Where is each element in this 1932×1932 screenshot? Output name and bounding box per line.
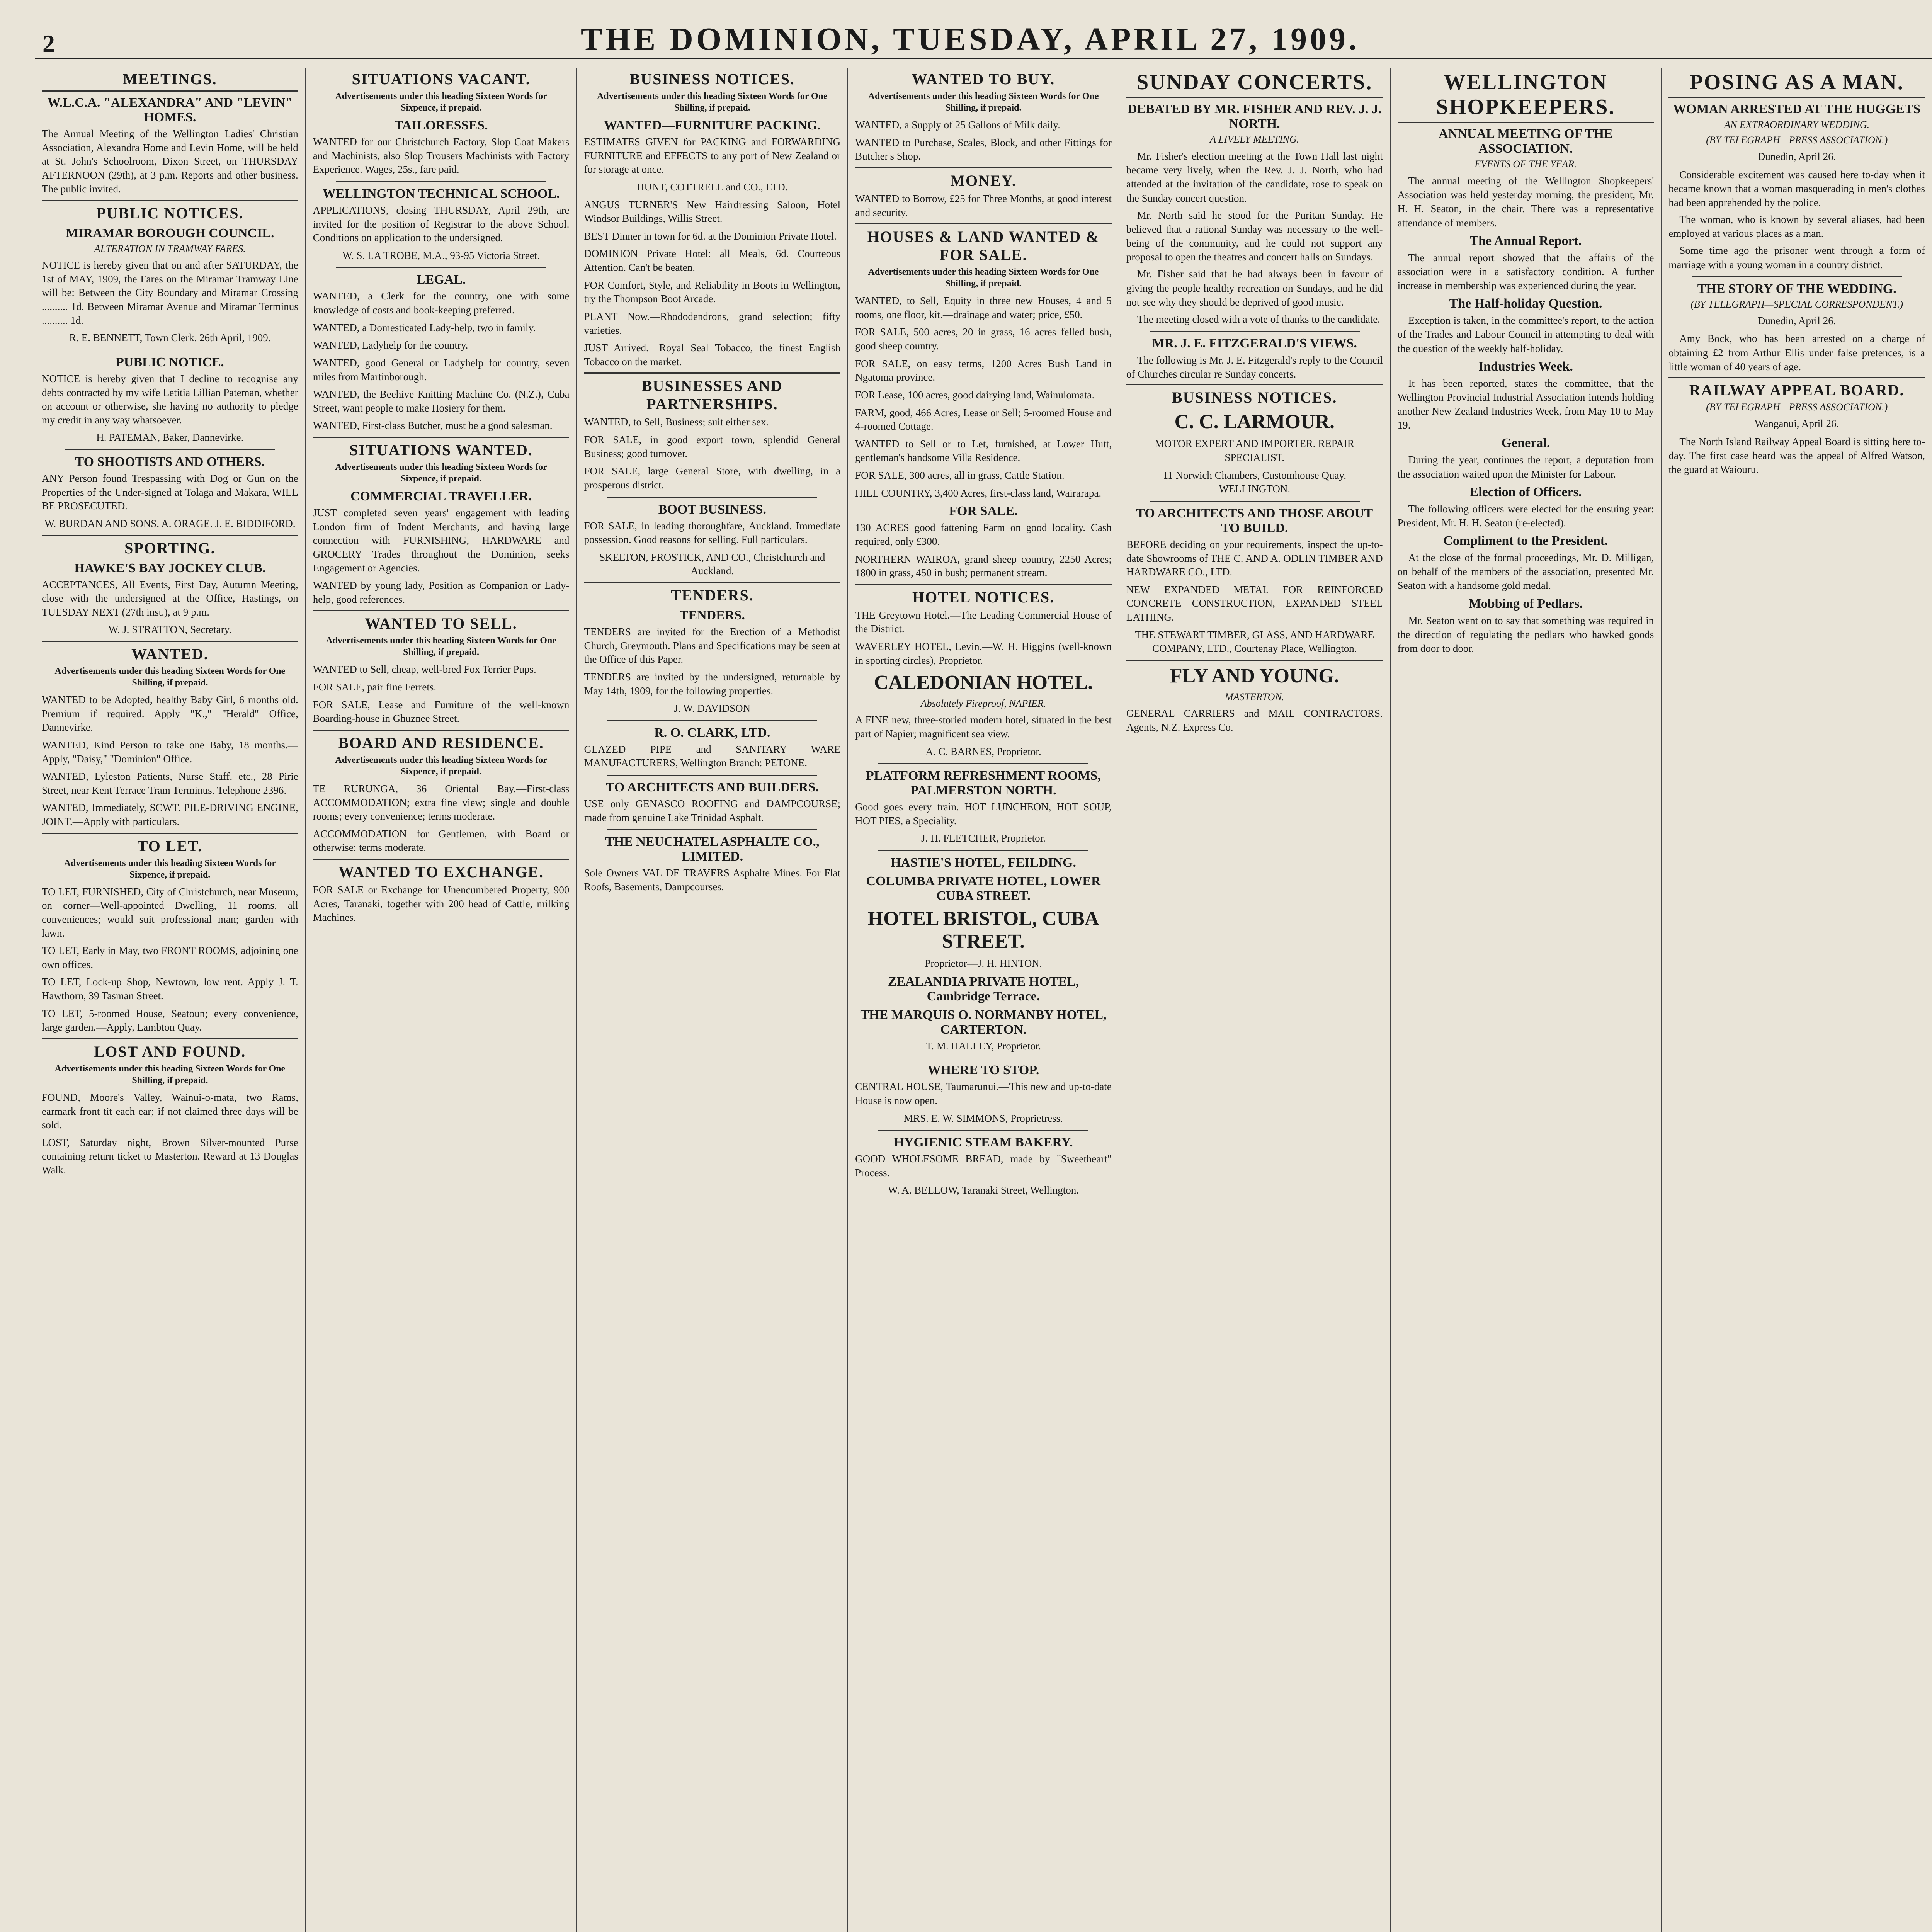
ad-biz-1-sign: HUNT, COTTRELL and CO., LTD. xyxy=(637,181,788,193)
section-tenders: TENDERS. xyxy=(670,587,754,604)
club-title: HAWKE'S BAY JOCKEY CLUB. xyxy=(74,561,266,575)
ad-buy-2: WANTED to Purchase, Scales, Block, and other Fittings for Butcher's Shop. xyxy=(855,136,1112,162)
stop-title: WHERE TO STOP. xyxy=(927,1063,1039,1078)
boot-title: BOOT BUSINESS. xyxy=(658,502,766,517)
wanted-note: Advertisements under this heading Sixteen Words for One Shilling, if prepaid. xyxy=(54,666,286,688)
ad-to-let-2: TO LET, Early in May, two FRONT ROOMS, adjoining one own offices. xyxy=(42,945,298,970)
board-note: Advertisements under this heading Sixteen Words for Sixpence, if prepaid. xyxy=(335,755,547,777)
buy-note: Advertisements under this heading Sixteen Words for One Shilling, if prepaid. xyxy=(868,91,1099,113)
ad-biz-4: DOMINION Private Hotel: all Meals, 6d. Courteous Attention. Can't be beaten. xyxy=(584,248,841,273)
railway-dateline: Wanganui, April 26. xyxy=(1755,417,1839,429)
ad-wanted-4: WANTED, Immediately, SCWT. PILE-DRIVING ENGINE, JOINT.—Apply with particulars. xyxy=(42,802,298,827)
stop-sign: MRS. E. W. SIMMONS, Proprietress. xyxy=(904,1112,1063,1124)
article-sub-posing: WOMAN ARRESTED AT THE HUGGETS xyxy=(1673,102,1921,116)
ad-vacant-3: WANTED, a Domesticated Lady-help, two in family. xyxy=(313,321,536,333)
ad-house-9: NORTHERN WAIROA, grand sheep country, 2250 Acres; 1800 in grass, 450 in bush; permanent stream. xyxy=(855,553,1112,579)
ad-vacant-1: WANTED for our Christchurch Factory, Slop Coat Makers and Machinists, also Slop Trousers Machinists with Factory Experience. Wages, 25s., fare paid. xyxy=(313,136,570,175)
ad-buy-1: WANTED, a Supply of 25 Gallons of Milk daily. xyxy=(855,119,1060,131)
ad-board-1: TE RURUNGA, 36 Oriental Bay.—First-class ACCOMMODATION; extra fine view; single and double rooms; every convenience; terms moderate. xyxy=(313,782,570,822)
caledonian-sign: A. C. BARNES, Proprietor. xyxy=(925,745,1041,757)
bakery-body: GOOD WHOLESOME BREAD, made by "Sweetheart" Process. xyxy=(855,1153,1112,1179)
railway-title: RAILWAY APPEAL BOARD. xyxy=(1689,381,1905,399)
article-lively: A LIVELY MEETING. xyxy=(1210,134,1299,145)
section-business-notices: BUSINESS NOTICES. xyxy=(629,70,795,88)
ad-partner-2: FOR SALE, in good export town, splendid General Business; good turnover. xyxy=(584,434,841,459)
fly-title: FLY AND YOUNG. xyxy=(1170,665,1339,687)
tram-title: ALTERATION IN TRAMWAY FARES. xyxy=(94,243,246,255)
columba-title: COLUMBA PRIVATE HOTEL, LOWER CUBA STREET. xyxy=(866,874,1101,903)
ad-sell-3: FOR SALE, Lease and Furniture of the well-known Boarding-house in Ghuznee Street. xyxy=(313,699,570,724)
masthead xyxy=(35,15,1932,60)
subhead-general: General. xyxy=(1501,436,1550,451)
ad-hotel-1: THE Greytown Hotel.—The Leading Commercial House of the District. xyxy=(855,609,1112,635)
council-title: MIRAMAR BOROUGH COUNCIL. xyxy=(66,226,274,241)
column-2 xyxy=(306,68,577,1932)
subhead-report: The Annual Report. xyxy=(1469,233,1582,248)
section-wanted-to-sell: WANTED TO SELL. xyxy=(365,615,517,633)
ad-sitw-2: WANTED by young lady, Position as Companion or Lady-help, good references. xyxy=(313,580,570,605)
article-title-posing: POSING AS A MAN. xyxy=(1689,70,1904,94)
subhead-industries: Industries Week. xyxy=(1478,359,1573,374)
caledonian-title: CALEDONIAN HOTEL. xyxy=(874,672,1093,694)
section-money: MONEY. xyxy=(950,172,1017,189)
section-wanted-to-exchange: WANTED TO EXCHANGE. xyxy=(338,863,544,881)
column-5 xyxy=(1119,68,1391,1932)
section-business-notices-2: BUSINESS NOTICES. xyxy=(1172,389,1337,406)
ad-house-1: WANTED, to Sell, Equity in three new Houses, 4 and 5 rooms, one floor, kit.—drainage and water; price, £50. xyxy=(855,295,1112,320)
ad-sell-2: FOR SALE, pair fine Ferrets. xyxy=(313,681,437,693)
public-notice-sign: H. PATEMAN, Baker, Dannevirke. xyxy=(96,432,244,444)
for-sale-title: FOR SALE. xyxy=(949,504,1018,519)
article-paragraph: Mr. Seaton went on to say that something was required in the direction of regulating the pedlars who hawked goods from door to door. xyxy=(1397,614,1654,654)
bristol-sign: Proprietor—J. H. HINTON. xyxy=(925,957,1042,969)
section-meetings: MEETINGS. xyxy=(123,70,217,88)
ad-lost-2: LOST, Saturday night, Brown Silver-mounted Purse containing return ticket to Masterton. Reward at 13 Douglas Walk. xyxy=(42,1136,298,1176)
public-notice-body: NOTICE is hereby given that I decline to recognise any debts contracted by my wife Letitia Lillian Pateman, whether on account or otherwise, she having no authority to pledge my credit in any way whatsoever. xyxy=(42,372,298,426)
article-events: EVENTS OF THE YEAR. xyxy=(1475,158,1577,170)
subhead-officers: Election of Officers. xyxy=(1469,485,1582,499)
article-sub2-posing: AN EXTRAORDINARY WEDDING. xyxy=(1724,119,1870,130)
subhead-compliment: Compliment to the President. xyxy=(1443,534,1608,548)
column-7 xyxy=(1662,68,1932,1932)
ad-to-let-4: TO LET, 5-roomed House, Seatoun; every convenience, large garden.—Apply, Lambton Quay. xyxy=(42,1007,298,1033)
vacant-note: Advertisements under this heading Sixteen Words for Sixpence, if prepaid. xyxy=(335,91,547,113)
clark-title: R. O. CLARK, LTD. xyxy=(654,725,770,740)
school-body: APPLICATIONS, closing THURSDAY, April 29th, are invited for the position of Registrar to the above School. Conditions on application to the undersigned. xyxy=(313,204,570,244)
for-sale-body: 130 ACRES good fattening Farm on good locality. Cash required, only £300. xyxy=(855,522,1112,547)
ad-exchange-1: FOR SALE or Exchange for Unencumbered Property, 900 Acres, Taranaki, together with 200 head of Cattle, milking Machines. xyxy=(313,884,570,923)
larmour-address: 11 Norwich Chambers, Customhouse Quay, WELLINGTON. xyxy=(1163,469,1346,495)
columns xyxy=(35,68,1932,1932)
zealandia-title: ZEALANDIA PRIVATE HOTEL, Cambridge Terrace. xyxy=(888,974,1079,1003)
section-sporting: SPORTING. xyxy=(124,539,216,557)
article-paragraph: Exception is taken, in the committee's report, to the action of the Trades and Labour Council in attempting to deal with the question of the weekly half-holiday. xyxy=(1397,315,1654,354)
bakery-title: HYGIENIC STEAM BAKERY. xyxy=(894,1135,1073,1150)
school-sign: W. S. LA TROBE, M.A., 93-95 Victoria Street. xyxy=(342,249,540,261)
story-dateline: Dunedin, April 26. xyxy=(1757,315,1836,327)
column-3 xyxy=(577,68,848,1932)
column-6 xyxy=(1391,68,1662,1932)
ad-to-let-3: TO LET, Lock-up Shop, Newtown, low rent. Apply J. T. Hawthorn, 39 Tasman Street. xyxy=(42,976,298,1002)
marquis-sign: T. M. HALLEY, Proprietor. xyxy=(925,1040,1041,1052)
ad-tender-1: TENDERS are invited for the Erection of a Methodist Church, Greymouth. Plans and Specifications may be seen at the Office of this Paper. xyxy=(584,626,841,665)
section-hotel-notices: HOTEL NOTICES. xyxy=(912,588,1055,606)
to-let-note: Advertisements under this heading Sixteen Words for Sixpence, if prepaid. xyxy=(64,858,276,880)
article-paragraph: The North Island Railway Appeal Board is sitting here to-day. The first case heard was the appeal of Alfred Watson, the guard at Waiouru. xyxy=(1668,435,1925,475)
story-title: THE STORY OF THE WEDDING. xyxy=(1697,281,1896,296)
article-paragraph: Considerable excitement was caused here to-day when it became known that a woman masquerading in men's clothes had been apprehended by the police. xyxy=(1668,168,1925,208)
ad-hotel-2: WAVERLEY HOTEL, Levin.—W. H. Higgins (well-known in sporting circles), Proprietor. xyxy=(855,641,1112,666)
architects-body: USE only GENASCO ROOFING and DAMPCOURSE; made from genuine Lake Trinidad Asphalt. xyxy=(584,798,841,823)
traveller-title: COMMERCIAL TRAVELLER. xyxy=(350,489,532,503)
tenders-heading: TENDERS. xyxy=(679,608,745,622)
railway-press: (BY TELEGRAPH—PRESS ASSOCIATION.) xyxy=(1706,401,1888,413)
stop-body: CENTRAL HOUSE, Taumarunui.—This new and up-to-date House is now open. xyxy=(855,1081,1112,1106)
ad-money-1: WANTED to Borrow, £25 for Three Months, at good interest and security. xyxy=(855,192,1112,218)
article-dateline: Dunedin, April 26. xyxy=(1757,151,1836,162)
public-notice-title: PUBLIC NOTICE. xyxy=(116,355,224,369)
tailoresses-title: TAILORESSES. xyxy=(394,118,488,133)
column-4 xyxy=(848,68,1119,1932)
article-paragraph: The annual report showed that the affairs of the association were in a satisfactory condition. A further increase in membership was experienced during the year. xyxy=(1397,252,1654,292)
larmour-title: C. C. LARMOUR. xyxy=(1174,411,1335,433)
shootists-title: TO SHOOTISTS AND OTHERS. xyxy=(75,455,265,469)
sell-note: Advertisements under this heading Sixteen Words for One Shilling, if prepaid. xyxy=(326,636,556,658)
article-title-concerts: SUNDAY CONCERTS. xyxy=(1136,70,1373,94)
article-paragraph: Mr. Fisher's election meeting at the Town Hall last night became very lively, when the Rev. J. J. North, who had attended at the invitation of the candidate, rose to speak on the Sunday concert question. xyxy=(1126,150,1383,204)
page-number: 2 xyxy=(43,30,55,57)
section-board-residence: BOARD AND RESIDENCE. xyxy=(338,734,544,752)
column-1 xyxy=(35,68,306,1932)
ad-lost-1: FOUND, Moore's Valley, Wainui-o-mata, two Rams, earmark front tit each ear; if not claimed three days will be sold. xyxy=(42,1091,298,1131)
architects-title: TO ARCHITECTS AND BUILDERS. xyxy=(605,780,819,794)
article-paragraph: The annual meeting of the Wellington Shopkeepers' Association was held yesterday morning, the president, Mr. H. H. Seaton, in the chair. There was a representative attendance of members. xyxy=(1397,175,1654,229)
masthead-title: THE DOMINION, TUESDAY, APRIL 27, 1909. xyxy=(580,21,1360,57)
houses-note: Advertisements under this heading Sixteen Words for One Shilling, if prepaid. xyxy=(868,267,1099,289)
asphalte-title: THE NEUCHATEL ASPHALTE CO., LIMITED. xyxy=(605,835,820,864)
ad-biz-6: PLANT Now.—Rhododendrons, grand selection; fifty varieties. xyxy=(584,310,841,336)
club-sign: W. J. STRATTON, Secretary. xyxy=(108,624,232,636)
asphalte-body: Sole Owners VAL DE TRAVERS Asphalte Mines. For Flat Roofs, Basements, Dampcourses. xyxy=(584,867,841,893)
ad-vacant-2: WANTED, a Clerk for the country, one with some knowledge of costs and book-keeping preferred. xyxy=(313,290,570,316)
article-paragraph: Amy Bock, who has been arrested on a charge of obtaining £2 from Arthur Ellis under false pretences, is a little woman of 40 years of age. xyxy=(1668,333,1925,372)
metal-body: NEW EXPANDED METAL FOR REINFORCED CONCRETE CONSTRUCTION, EXPANDED STEEL LATHING. xyxy=(1126,583,1383,623)
ad-vacant-5: WANTED, good General or Ladyhelp for country, seven miles from Martinborough. xyxy=(313,357,570,383)
marquis-title: THE MARQUIS O. NORMANBY HOTEL, CARTERTON. xyxy=(860,1007,1107,1037)
ad-house-7: FOR SALE, 300 acres, all in grass, Cattle Station. xyxy=(855,469,1065,481)
ad-house-4: FOR Lease, 100 acres, good dairying land, Wainuiomata. xyxy=(855,389,1095,401)
ad-tender-2: TENDERS are invited by the undersigned, returnable by May 14th, 1909, for the following properties. xyxy=(584,671,841,697)
build-body: BEFORE deciding on your requirements, inspect the up-to-date Showrooms of THE C. AND A. ODLIN TIMBER AND HARDWARE CO., LTD. xyxy=(1126,538,1383,578)
tram-body: NOTICE is hereby given that on and after SATURDAY, the 1st of MAY, 1909, the Fares on the Miramar Tramway Line will be: Between the City Boundary and Miramar Crossing .......... 1d. Between Miramar Avenue and Miramar Terminus .......... 1d. xyxy=(42,259,298,326)
ad-board-2: ACCOMMODATION for Gentlemen, with Board or otherwise; terms moderate. xyxy=(313,828,570,854)
legal-title: LEGAL. xyxy=(416,272,466,287)
ad-house-2: FOR SALE, 500 acres, 20 in grass, 16 acres felled bush, good sheep country. xyxy=(855,326,1112,352)
fly-sub: MASTERTON. xyxy=(1225,691,1284,702)
ad-biz-3: BEST Dinner in town for 6d. at the Dominion Private Hotel. xyxy=(584,230,837,242)
platform-sign: J. H. FLETCHER, Proprietor. xyxy=(921,832,1046,844)
article-paragraph: At the close of the formal proceedings, Mr. D. Milligan, on behalf of the members of the association, presented Mr. Seaton with a handsome gold medal. xyxy=(1397,552,1654,592)
ad-wanted-2: WANTED, Kind Person to take one Baby, 18 months.—Apply, "Daisy," "Dominion" Office. xyxy=(42,739,298,765)
section-to-let: TO LET. xyxy=(137,837,202,855)
ad-sell-1: WANTED to Sell, cheap, well-bred Fox Terrier Pups. xyxy=(313,663,536,675)
article-paragraph: The woman, who is known by several aliases, had been employed at various places as a man. xyxy=(1668,214,1925,240)
fitzgerald-body: The following is Mr. J. E. Fitzgerald's reply to the Council of Churches circular re Sunday concerts. xyxy=(1126,354,1383,380)
meeting-title: W.L.C.A. "ALEXANDRA" AND "LEVIN" HOMES. xyxy=(47,95,293,124)
subhead-half-holiday: The Half-holiday Question. xyxy=(1449,296,1602,311)
lost-note: Advertisements under this heading Sixteen Words for One Shilling, if prepaid. xyxy=(54,1063,286,1085)
article-sub-shopkeepers: ANNUAL MEETING OF THE ASSOCIATION. xyxy=(1439,127,1613,156)
boot-sign: SKELTON, FROSTICK, AND CO., Christchurch and Auckland. xyxy=(599,551,825,577)
ad-sitw-1: JUST completed seven years' engagement with leading London firm of Indent Merchants, and having large connection with FURNISHING, HARDWARE and GROCERY Trades throughout the Dominion, seeks Engagement or Agencies. xyxy=(313,507,570,574)
article-paragraph: The following officers were elected for the ensuing year: President, Mr. H. H. Seaton (re-elected). xyxy=(1397,503,1654,529)
subhead-mobbing: Mobbing of Pedlars. xyxy=(1468,596,1583,611)
article-sub-concerts: DEBATED BY MR. FISHER AND REV. J. J. NORTH. xyxy=(1127,102,1382,131)
ad-wanted-1: WANTED to be Adopted, healthy Baby Girl, 6 months old. Premium if required. Apply "K.," "Herald" Office, Dannevirke. xyxy=(42,694,298,733)
caledonian-body: A FINE new, three-storied modern hotel, situated in the best part of Napier; magnificent sea view. xyxy=(855,714,1112,740)
ad-vacant-4: WANTED, Ladyhelp for the country. xyxy=(313,339,468,351)
ad-house-3: FOR SALE, on easy terms, 1200 Acres Bush Land in Ngatoma province. xyxy=(855,357,1112,383)
article-paragraph: It has been reported, states the committee, that the Wellington Provincial Industrial Association intends holding another New Zealand Industries Week, from May 10 to May 19. xyxy=(1397,377,1654,431)
caledonian-sub: Absolutely Fireproof, NAPIER. xyxy=(920,698,1046,709)
section-situations-vacant: SITUATIONS VACANT. xyxy=(352,70,531,88)
hastie-title: HASTIE'S HOTEL, FEILDING. xyxy=(891,855,1076,870)
tram-sign: R. E. BENNETT, Town Clerk. 26th April, 1909. xyxy=(69,332,271,344)
build-title: TO ARCHITECTS AND THOSE ABOUT TO BUILD. xyxy=(1136,506,1373,535)
school-title: WELLINGTON TECHNICAL SCHOOL. xyxy=(322,186,560,201)
stewart-body: THE STEWART TIMBER, GLASS, AND HARDWARE COMPANY, LTD., Courtenay Place, Wellington. xyxy=(1135,629,1374,655)
sitw-note: Advertisements under this heading Sixteen Words for Sixpence, if prepaid. xyxy=(335,462,547,484)
ad-vacant-6: WANTED, the Beehive Knitting Machine Co. (N.Z.), Cuba Street, want people to make Hosiery for them. xyxy=(313,388,570,414)
shootists-sign: W. BURDAN AND SONS. A. ORAGE. J. E. BIDDIFORD. xyxy=(44,517,296,529)
ad-wanted-3: WANTED, Lyleston Patients, Nurse Staff, etc., 28 Pirie Street, near Kent Terrace Tram Terminus. Telephone 2396. xyxy=(42,770,298,796)
ad-partner-1: WANTED, to Sell, Business; suit either sex. xyxy=(584,416,769,428)
section-partnerships: BUSINESSES AND PARTNERSHIPS. xyxy=(641,377,783,413)
article-paragraph: Mr. Fisher said that he had always been in favour of giving the people healthy recreation on Sundays, and he did not see why they should be deprived of good music. xyxy=(1126,268,1383,308)
ad-tender-2-sign: J. W. DAVIDSON xyxy=(674,702,751,714)
section-situations-wanted: SITUATIONS WANTED. xyxy=(349,441,533,459)
ad-vacant-7: WANTED, First-class Butcher, must be a good salesman. xyxy=(313,420,553,432)
shootists-body: ANY Person found Trespassing with Dog or Gun on the Properties of the Under-signed at Tolaga and Makara, WILL BE PROSECUTED. xyxy=(42,473,298,512)
ad-to-let-1: TO LET, FURNISHED, City of Christchurch, near Museum, on corner—Well-appointed Dwelling, 11 rooms, all conveniences; would suit professional man; garden with lawn. xyxy=(42,886,298,939)
meeting-body: The Annual Meeting of the Wellington Ladies' Christian Association, Alexandra Home and Levin Home, will be held at St. John's Schoolroom, Dixon Street, on THURSDAY AFTERNOON (29th), at 3 p.m. Reports and other business. The public invited. xyxy=(42,128,298,195)
club-body: ACCEPTANCES, All Events, First Day, Autumn Meeting, close with the undersigned at the Office, Hastings, on TUESDAY NEXT (27th inst.), at 9 p.m. xyxy=(42,578,298,618)
article-paragraph: Mr. North said he stood for the Puritan Sunday. He believed that a rational Sunday was necessary to the well-being of the community, and he could not support any proposal to open the theatres and concert halls on Sundays. xyxy=(1126,209,1383,263)
ad-house-5: FARM, good, 466 Acres, Lease or Sell; 5-roomed House and 4-roomed Cottage. xyxy=(855,406,1112,432)
biz-note: Advertisements under this heading Sixteen Words for One Shilling, if prepaid. xyxy=(597,91,828,113)
ad-house-8: HILL COUNTRY, 3,400 Acres, first-class land, Wairarapa. xyxy=(855,487,1102,499)
bakery-sign: W. A. BELLOW, Taranaki Street, Wellington. xyxy=(888,1184,1079,1196)
ad-partner-3: FOR SALE, large General Store, with dwelling, in a prosperous district. xyxy=(584,465,841,491)
bristol-title: HOTEL BRISTOL, CUBA STREET. xyxy=(867,908,1099,952)
ad-biz-1: ESTIMATES GIVEN for PACKING and FORWARDING FURNITURE and EFFECTS to any port of New Zealand or for storage at once. xyxy=(584,136,841,175)
section-houses-land: HOUSES & LAND WANTED & FOR SALE. xyxy=(867,228,1100,264)
section-wanted-to-buy: WANTED TO BUY. xyxy=(912,70,1055,88)
clark-body: GLAZED PIPE and SANITARY WARE MANUFACTURERS, Wellington Branch: PETONE. xyxy=(584,743,841,769)
article-paragraph: The meeting closed with a vote of thanks to the candidate. xyxy=(1137,313,1380,325)
article-title-shopkeepers: WELLINGTON SHOPKEEPERS. xyxy=(1436,70,1616,119)
ad-biz-2: ANGUS TURNER'S New Hairdressing Saloon, Hotel Windsor Buildings, Willis Street. xyxy=(584,199,841,224)
boot-body: FOR SALE, in leading thoroughfare, Auckland. Immediate possession. Good reasons for selling. Full particulars. xyxy=(584,520,841,546)
section-public-notices: PUBLIC NOTICES. xyxy=(96,204,244,222)
larmour-body: MOTOR EXPERT AND IMPORTER. REPAIR SPECIALIST. xyxy=(1155,438,1354,464)
fly-body: GENERAL CARRIERS and MAIL CONTRACTORS. Agents, N.Z. Express Co. xyxy=(1126,707,1383,733)
platform-body: Good goes every train. HOT LUNCHEON, HOT SOUP, HOT PIES, a Speciality. xyxy=(855,801,1112,827)
furniture-title: WANTED—FURNITURE PACKING. xyxy=(604,118,821,133)
section-wanted: WANTED. xyxy=(131,645,209,663)
fitzgerald-title: MR. J. E. FITZGERALD'S VIEWS. xyxy=(1152,336,1357,351)
article-press: (BY TELEGRAPH—PRESS ASSOCIATION.) xyxy=(1706,134,1888,146)
article-paragraph: During the year, continues the report, a deputation from the association waited upon the Minister for Labour. xyxy=(1397,454,1654,480)
ad-house-6: WANTED to Sell or to Let, furnished, at Lower Hutt, gentleman's handsome Villa Residence. xyxy=(855,438,1112,464)
ad-biz-7: JUST Arrived.—Royal Seal Tobacco, the finest English Tobacco on the market. xyxy=(584,342,841,367)
section-lost-found: LOST AND FOUND. xyxy=(94,1043,246,1060)
story-press: (BY TELEGRAPH—SPECIAL CORRESPONDENT.) xyxy=(1690,298,1903,310)
platform-title: PLATFORM REFRESHMENT ROOMS, PALMERSTON NORTH. xyxy=(866,769,1101,798)
ad-biz-5: FOR Comfort, Style, and Reliability in Boots in Wellington, try the Thompson Boot Arcade. xyxy=(584,279,841,305)
article-paragraph: Some time ago the prisoner went through a form of marriage with a young woman in a country district. xyxy=(1668,245,1925,270)
